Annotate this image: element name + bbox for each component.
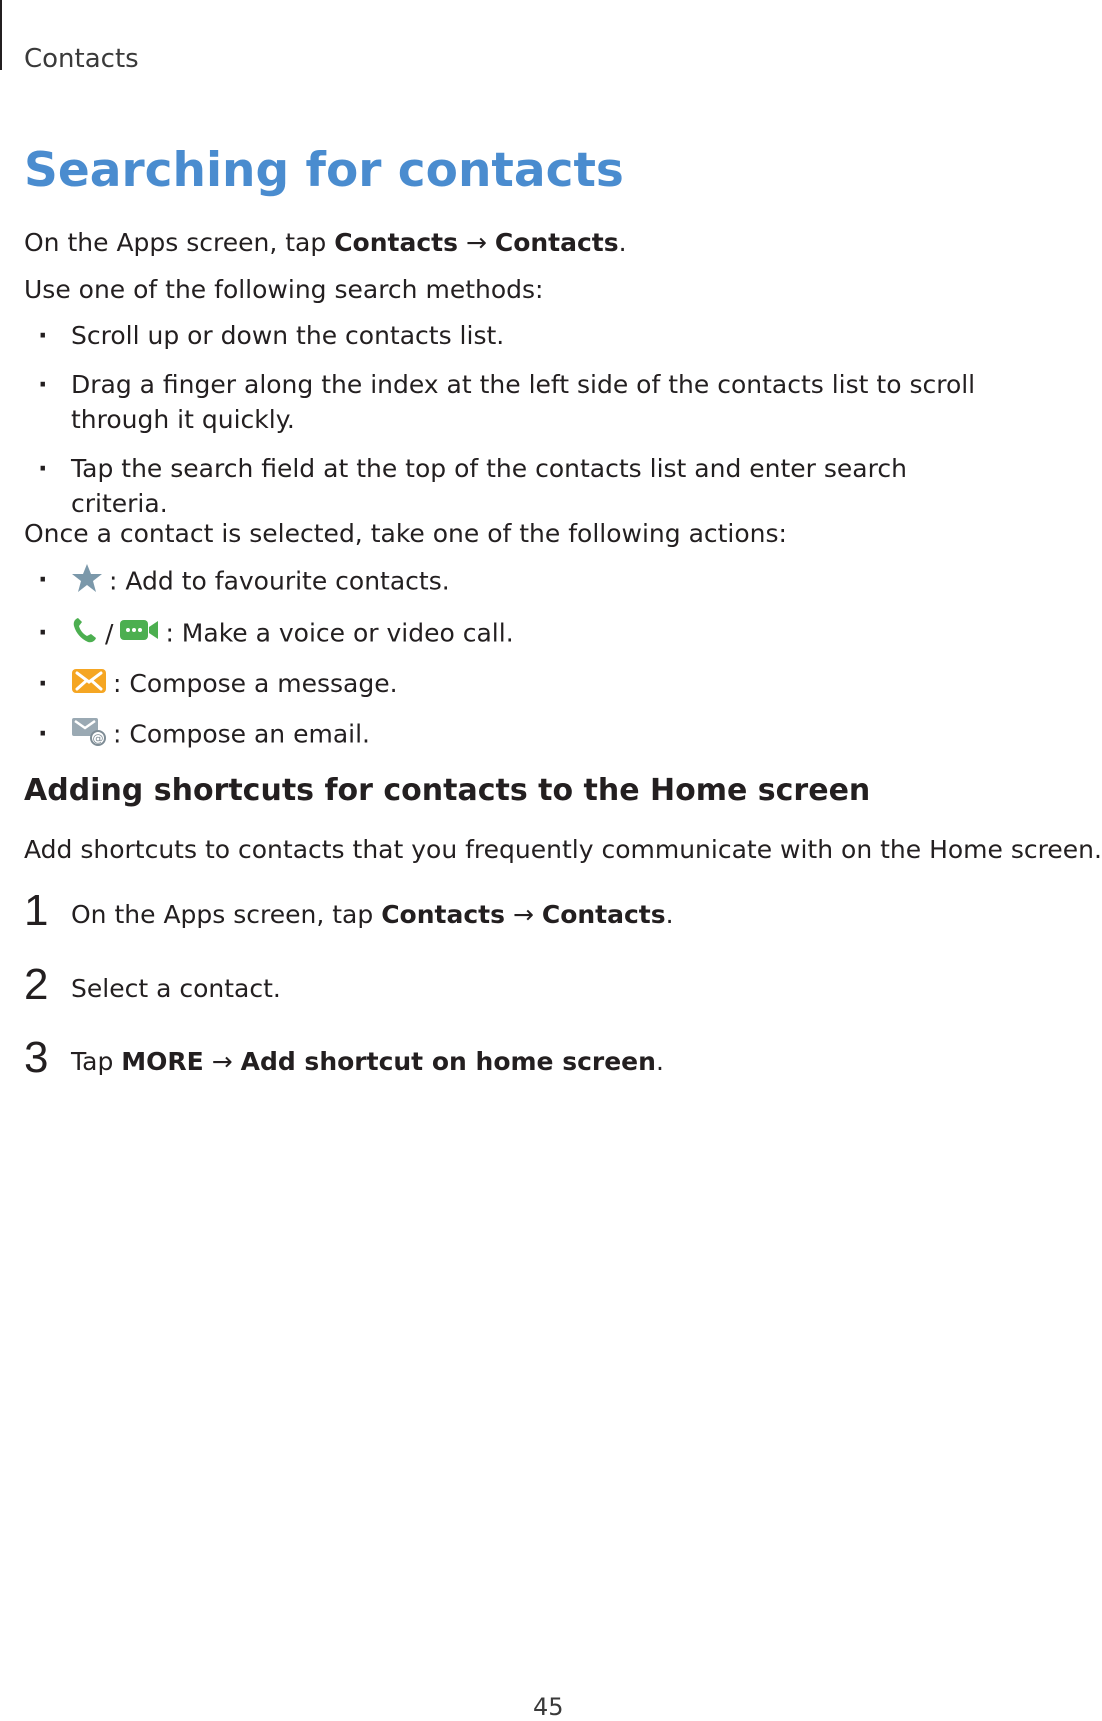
video-call-icon xyxy=(119,616,159,653)
contacts-label: Contacts xyxy=(541,900,666,929)
step-number: 1 xyxy=(24,886,49,935)
separator: / xyxy=(105,618,114,648)
action-message xyxy=(24,666,514,704)
section-heading: Adding shortcuts for contacts to the Home screen xyxy=(24,773,871,808)
list-item: · Scroll up or down the contacts list. xyxy=(24,318,1011,353)
page-title: Searching for contacts xyxy=(24,143,624,198)
action-email xyxy=(24,716,514,755)
step-prefix: Tap xyxy=(71,1047,122,1076)
intro-line-2: Use one of the following search methods: xyxy=(24,275,544,304)
search-methods-list xyxy=(24,318,1011,535)
intro-line-1 xyxy=(24,228,627,257)
arrow: → xyxy=(505,900,542,929)
period: . xyxy=(618,228,627,257)
step-prefix: On the Apps screen, tap xyxy=(71,900,382,929)
page-number: 45 xyxy=(533,1693,564,1721)
more-label: MORE xyxy=(121,1047,204,1076)
arrow: → xyxy=(203,1047,241,1076)
contacts-label: Contacts xyxy=(334,228,458,257)
contacts-label: Contacts xyxy=(494,228,619,257)
phone-icon xyxy=(71,615,99,654)
list-item: · Drag a finger along the index at the left side of the contacts list to scroll through it quickly. xyxy=(24,367,1011,437)
step-text xyxy=(71,900,674,929)
intro-text: On the Apps screen, tap xyxy=(24,228,335,257)
svg-text:@: · @ xyxy=(92,731,104,745)
step-number: 3 xyxy=(24,1033,49,1082)
arrow: → xyxy=(458,228,495,257)
actions-list xyxy=(24,562,514,767)
action-call xyxy=(24,615,514,654)
actions-intro: Once a contact is selected, take one of the following actions: xyxy=(24,519,787,548)
action-favourite xyxy=(24,562,514,603)
list-item: · Tap the search field at the top of the contacts list and enter search criteria. xyxy=(24,451,1011,521)
action-text: : Compose an email. xyxy=(113,719,370,748)
header-rule xyxy=(0,0,2,70)
email-icon xyxy=(71,716,107,755)
shortcuts-description: Add shortcuts to contacts that you frequently communicate with on the Home screen. xyxy=(24,835,1102,864)
action-text: : Make a voice or video call. xyxy=(165,618,514,648)
step-text xyxy=(71,1047,664,1076)
action-text: : Add to favourite contacts. xyxy=(109,566,450,596)
add-shortcut-label: Add shortcut on home screen xyxy=(240,1047,656,1076)
period: . xyxy=(665,900,674,929)
step-text: Select a contact. xyxy=(71,974,281,1003)
message-icon xyxy=(71,667,107,704)
star-icon xyxy=(71,562,103,603)
contacts-label: Contacts xyxy=(381,900,505,929)
action-text: : Compose a message. xyxy=(113,669,398,698)
section-label: Contacts xyxy=(24,44,139,74)
period: . xyxy=(655,1047,664,1076)
step-number: 2 xyxy=(24,960,49,1009)
